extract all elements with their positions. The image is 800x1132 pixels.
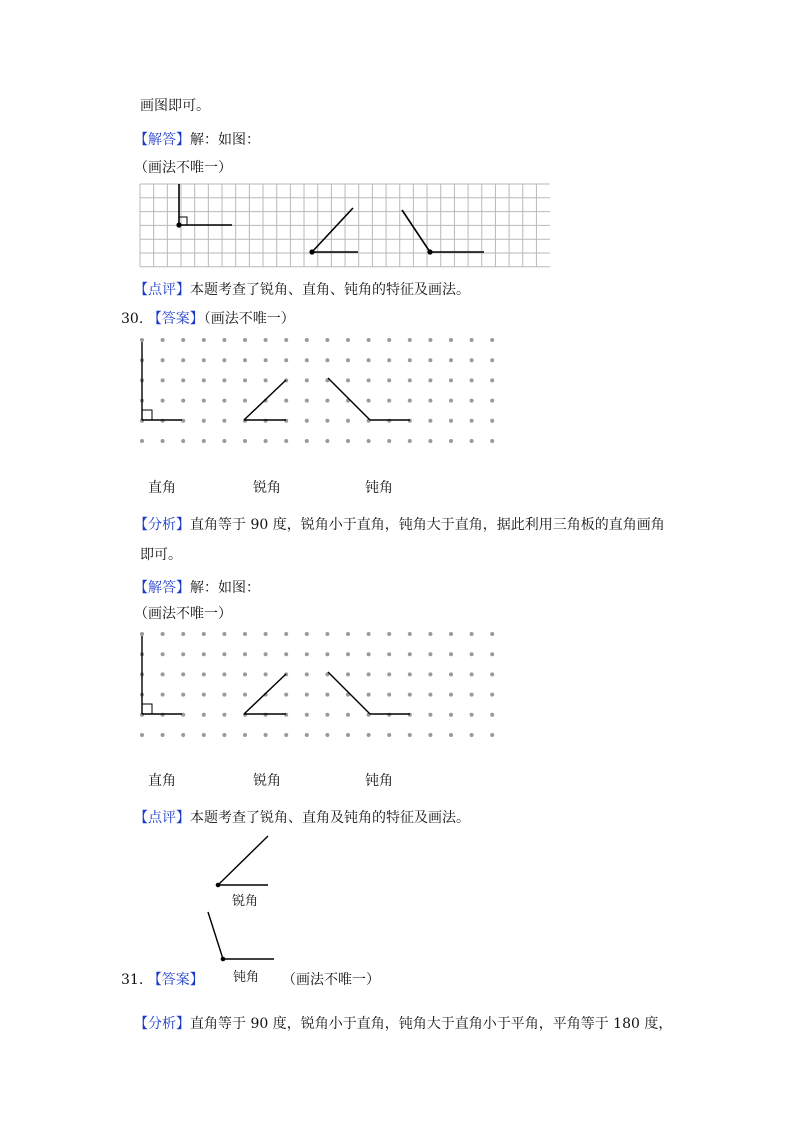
label-right-angle: 直角 — [148, 480, 176, 496]
solution-text: 解：如图： — [190, 580, 260, 596]
question-number: 30. — [121, 311, 144, 327]
review-tag: 【点评】 — [134, 810, 190, 826]
text: 画图即可。 — [140, 98, 210, 114]
q30-solution-line — [134, 578, 260, 598]
label-acute-angle-2: 锐角 — [253, 773, 281, 789]
review-text: 本题考查了锐角、直角、钝角的特征及画法。 — [190, 282, 470, 298]
grid-figure-1 — [140, 184, 550, 267]
answer-text: 解：如图： — [190, 132, 260, 148]
q30-analysis-cont — [140, 545, 182, 565]
analysis-text: 直角等于 90 度，锐角小于直角，钝角大于直角小于平角，平角等于 180 度， — [190, 1016, 673, 1032]
label-obtuse-fig: 钝角 — [233, 970, 260, 985]
answer-line-1 — [134, 130, 260, 150]
review-text: 本题考查了锐角、直角及钝角的特征及画法。 — [190, 810, 470, 826]
solution-tag: 【解答】 — [134, 580, 190, 596]
note-line-1 — [134, 158, 232, 178]
answer-tag: 【解答】 — [134, 132, 190, 148]
note-text: （画法不唯一） — [134, 160, 232, 176]
label-obtuse-angle-2: 钝角 — [365, 773, 393, 789]
answer-tag: 【答案】 — [147, 311, 204, 327]
q31-analysis-line — [134, 1014, 672, 1034]
q31-answer-line — [121, 970, 204, 990]
answer-tag: 【答案】 — [147, 972, 204, 988]
q30-solution-note — [134, 604, 232, 624]
solution-note: （画法不唯一） — [134, 606, 232, 622]
analysis-text: 直角等于 90 度，锐角小于直角，钝角大于直角，据此利用三角板的直角画角 — [190, 517, 665, 533]
q31-answer-note — [282, 970, 380, 990]
label-obtuse-angle: 钝角 — [365, 480, 393, 496]
question-number: 31. — [121, 972, 144, 988]
analysis-cont: 即可。 — [140, 547, 182, 563]
dot-grid-figure-2 — [134, 624, 504, 764]
review-tag: 【点评】 — [134, 282, 190, 298]
analysis-tag: 【分析】 — [134, 1016, 190, 1032]
q30-analysis-line — [134, 515, 665, 535]
dot-grid-figure-1 — [134, 330, 504, 470]
paragraph-continuation — [140, 96, 210, 116]
label-acute-angle: 锐角 — [253, 480, 281, 496]
q30-review-line — [134, 808, 470, 828]
analysis-tag: 【分析】 — [134, 517, 190, 533]
review-line-1 — [134, 280, 470, 300]
answer-note: （画法不唯一） — [203, 311, 295, 327]
label-acute-fig: 锐角 — [232, 894, 259, 909]
q30-answer-line — [121, 309, 295, 329]
answer-note: （画法不唯一） — [282, 972, 380, 988]
label-right-angle-2: 直角 — [148, 773, 176, 789]
